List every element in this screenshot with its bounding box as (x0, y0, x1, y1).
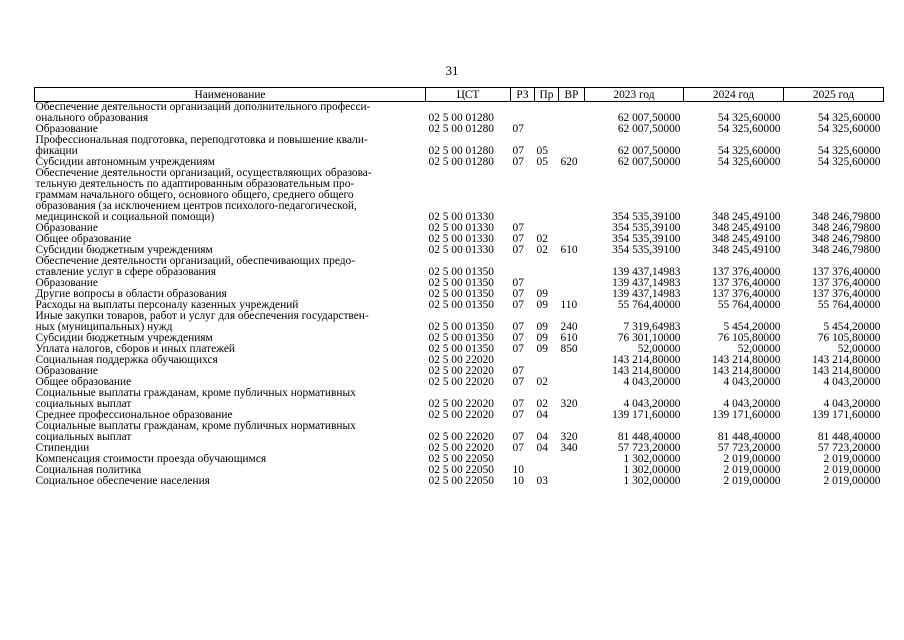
cell-name-line: онального образования (35, 112, 149, 124)
cell-vr (559, 355, 585, 366)
cell-2024: 143 214,80000 (712, 354, 781, 366)
cell-name-line: Обеспечение деятельности организаций, осуществляющих образова- (35, 167, 372, 179)
cell-name (35, 421, 426, 443)
cell-vr: 320 (560, 398, 578, 410)
cell-cst: 02 5 00 22050 (428, 464, 494, 476)
cell-name-line: Профессиональная подготовка, переподготовка и повышение квали- (35, 134, 368, 146)
cell-2023: 62 007,50000 (617, 123, 681, 135)
table-row (35, 388, 884, 410)
cell-2025: 143 214,80000 (812, 365, 881, 377)
cell-pr (535, 256, 559, 278)
cell-name-line: тельную деятельность по адаптированным образовательным про- (35, 178, 355, 190)
header-vr: ВР (559, 88, 585, 102)
cell-name (35, 388, 426, 410)
cell-pr: 09 (536, 321, 548, 333)
cell-2023: 354 535,39100 (612, 222, 681, 234)
cell-2023: 7 319,64983 (623, 321, 681, 333)
cell-2025: 76 105,80000 (817, 332, 881, 344)
cell-rz (511, 168, 535, 223)
cell-name-line: Среднее профессиональное образование (35, 409, 233, 421)
cell-2024: 55 764,40000 (717, 299, 781, 311)
cell-vr (559, 256, 585, 278)
cell-2024: 4 043,20000 (723, 376, 781, 388)
cell-2025: 348 246,79800 (812, 222, 881, 234)
cell-vr (559, 135, 585, 157)
cell-2024: 137 376,40000 (712, 288, 781, 300)
cell-2024: 54 325,60000 (717, 112, 781, 124)
cell-2025: 81 448,40000 (817, 431, 881, 443)
cell-rz: 07 (512, 442, 524, 454)
cell-pr (535, 124, 559, 135)
cell-rz: 07 (512, 332, 524, 344)
cell-rz: 10 (512, 464, 524, 476)
cell-rz: 07 (512, 222, 524, 234)
cell-vr (559, 223, 585, 234)
cell-vr: 320 (560, 431, 578, 443)
cell-2025: 348 246,79800 (812, 211, 881, 223)
cell-2025: 4 043,20000 (823, 376, 881, 388)
cell-2025: 348 246,79800 (812, 233, 881, 245)
table-row (35, 421, 884, 443)
cell-name-line: Субсидии бюджетным учреждениям (35, 332, 213, 344)
header-pr: Пр (535, 88, 559, 102)
cell-rz: 07 (512, 431, 524, 443)
cell-2024: 2 019,00000 (723, 453, 781, 465)
cell-name-line: Обеспечение деятельности организаций дополнительного професси- (35, 101, 371, 113)
cell-cst: 02 5 00 01350 (428, 332, 494, 344)
cell-pr: 09 (536, 299, 548, 311)
cell-vr: 240 (560, 321, 578, 333)
cell-2023: 139 437,14983 (612, 266, 681, 278)
cell-pr: 05 (536, 145, 548, 157)
cell-pr (535, 355, 559, 366)
cell-pr: 03 (536, 475, 548, 487)
cell-2024: 137 376,40000 (712, 277, 781, 289)
cell-cst: 02 5 00 22020 (428, 442, 494, 454)
cell-2023: 55 764,40000 (617, 299, 681, 311)
cell-name (35, 311, 426, 333)
cell-2023: 139 437,14983 (612, 288, 681, 300)
cell-name (35, 102, 426, 125)
cell-2023: 139 437,14983 (612, 277, 681, 289)
cell-2023: 143 214,80000 (612, 354, 681, 366)
cell-2025: 348 246,79800 (812, 244, 881, 256)
cell-2023: 4 043,20000 (623, 398, 681, 410)
cell-2023: 1 302,00000 (623, 453, 681, 465)
cell-pr: 04 (536, 431, 548, 443)
cell-cst: 02 5 00 22020 (428, 431, 494, 443)
cell-cst: 02 5 00 01330 (428, 211, 494, 223)
cell-cst: 02 5 00 22020 (428, 376, 494, 388)
cell-vr: 110 (560, 299, 578, 311)
cell-name (35, 256, 426, 278)
cell-2025: 137 376,40000 (812, 266, 881, 278)
cell-name-line: социальных выплат (35, 431, 132, 443)
cell-2023: 1 302,00000 (623, 464, 681, 476)
cell-cst: 02 5 00 22020 (428, 398, 494, 410)
cell-rz (511, 102, 535, 125)
cell-name-line: образования (за исключением центров психолого-педагогической, (35, 200, 357, 212)
cell-2024: 143 214,80000 (712, 365, 781, 377)
cell-2023: 1 302,00000 (623, 475, 681, 487)
cell-2024: 348 245,49100 (712, 244, 781, 256)
cell-pr: 04 (536, 409, 548, 421)
cell-2025: 5 454,20000 (823, 321, 881, 333)
cell-pr: 02 (536, 376, 548, 388)
cell-2025: 2 019,00000 (823, 464, 881, 476)
cell-2024: 4 043,20000 (723, 398, 781, 410)
cell-pr (535, 168, 559, 223)
cell-vr (559, 102, 585, 125)
cell-2024: 54 325,60000 (717, 156, 781, 168)
cell-pr: 04 (536, 442, 548, 454)
cell-2024: 348 245,49100 (712, 222, 781, 234)
cell-2023: 52,00000 (637, 343, 681, 355)
cell-pr: 09 (536, 332, 548, 344)
cell-name-line: Субсидии бюджетным учреждениям (35, 244, 213, 256)
cell-name-line: Образование (35, 277, 98, 289)
cell-cst: 02 5 00 01350 (428, 277, 494, 289)
cell-rz: 07 (512, 376, 524, 388)
cell-2025: 143 214,80000 (812, 354, 881, 366)
cell-2023: 354 535,39100 (612, 233, 681, 245)
header-cst: ЦСТ (426, 88, 511, 102)
table-row (35, 311, 884, 333)
cell-2025: 55 764,40000 (817, 299, 881, 311)
cell-rz: 07 (512, 277, 524, 289)
cell-rz: 07 (512, 123, 524, 135)
cell-rz: 10 (512, 475, 524, 487)
budget-table (34, 87, 884, 487)
cell-vr: 620 (560, 156, 578, 168)
cell-2023: 62 007,50000 (617, 156, 681, 168)
cell-2024: 52,00000 (737, 343, 781, 355)
cell-name-line: Социальные выплаты гражданам, кроме публичных нормативных (35, 420, 356, 432)
cell-cst: 02 5 00 01350 (428, 288, 494, 300)
cell-2024: 57 723,20000 (717, 442, 781, 454)
cell-name-line: Образование (35, 123, 98, 135)
cell-2025: 2 019,00000 (823, 475, 881, 487)
cell-pr (535, 454, 559, 465)
cell-name-line: Стипендии (35, 442, 90, 454)
cell-name-line: Компенсация стоимости проезда обучающимся (35, 453, 267, 465)
cell-cst: 02 5 00 01280 (428, 156, 494, 168)
cell-cst: 02 5 00 22050 (428, 475, 494, 487)
cell-vr: 850 (560, 343, 578, 355)
cell-name-line: Обеспечение деятельности организаций, обеспечивающих предо- (35, 255, 356, 267)
cell-vr: 340 (560, 442, 578, 454)
cell-rz: 07 (512, 244, 524, 256)
cell-rz: 07 (512, 299, 524, 311)
cell-vr (559, 168, 585, 223)
cell-pr: 09 (536, 343, 548, 355)
header-2023: 2023 год (585, 88, 684, 102)
page-number: 31 (445, 63, 459, 78)
table-row (35, 135, 884, 157)
table-row (35, 256, 884, 278)
cell-rz: 07 (512, 288, 524, 300)
table-row (35, 168, 884, 223)
cell-rz: 07 (512, 233, 524, 245)
cell-cst: 02 5 00 01330 (428, 244, 494, 256)
header-name: Наименование (35, 88, 426, 102)
cell-name-line: ных (муниципальных) нужд (35, 321, 173, 333)
cell-cst: 02 5 00 01350 (428, 299, 494, 311)
cell-name-line: Расходы на выплаты персоналу казенных учреждений (35, 299, 299, 311)
cell-2025: 54 325,60000 (817, 156, 881, 168)
cell-rz: 07 (512, 398, 524, 410)
table-row (35, 102, 884, 125)
cell-vr (559, 410, 585, 421)
cell-2024: 348 245,49100 (712, 211, 781, 223)
table-body (35, 102, 884, 488)
cell-2024: 139 171,60000 (712, 409, 781, 421)
cell-2025: 139 171,60000 (812, 409, 881, 421)
cell-vr (559, 366, 585, 377)
cell-pr: 02 (536, 398, 548, 410)
cell-vr (559, 454, 585, 465)
cell-2024: 348 245,49100 (712, 233, 781, 245)
header-2024: 2024 год (684, 88, 784, 102)
cell-cst: 02 5 00 22050 (428, 453, 494, 465)
table-header (35, 88, 884, 102)
cell-cst: 02 5 00 01350 (428, 266, 494, 278)
cell-2023: 143 214,80000 (612, 365, 681, 377)
cell-name (35, 168, 426, 223)
cell-cst: 02 5 00 01280 (428, 112, 494, 124)
cell-name-line: граммам начального общего, основного общего, среднего общего (35, 189, 354, 201)
cell-2025: 54 325,60000 (817, 112, 881, 124)
cell-pr: 02 (536, 233, 548, 245)
cell-name-line: Иные закупки товаров, работ и услуг для обеспечения государствен- (35, 310, 369, 322)
cell-name-line: социальных выплат (35, 398, 132, 410)
header-rz: РЗ (511, 88, 535, 102)
cell-2025: 57 723,20000 (817, 442, 881, 454)
cell-2024: 54 325,60000 (717, 145, 781, 157)
cell-2023: 354 535,39100 (612, 244, 681, 256)
cell-2025: 52,00000 (837, 343, 881, 355)
cell-cst: 02 5 00 01280 (428, 145, 494, 157)
cell-rz: 07 (512, 321, 524, 333)
cell-2024: 54 325,60000 (717, 123, 781, 135)
cell-name (35, 135, 426, 157)
cell-vr (559, 465, 585, 476)
cell-2025: 137 376,40000 (812, 277, 881, 289)
cell-name-line: Общее образование (35, 376, 132, 388)
cell-2023: 354 535,39100 (612, 211, 681, 223)
cell-2023: 62 007,50000 (617, 112, 681, 124)
cell-name-line: Социальное обеспечение населения (35, 475, 210, 487)
cell-cst: 02 5 00 01330 (428, 222, 494, 234)
cell-2025: 2 019,00000 (823, 453, 881, 465)
cell-name-line: Уплата налогов, сборов и иных платежей (35, 343, 235, 355)
cell-cst: 02 5 00 22020 (428, 409, 494, 421)
cell-name-line: ставление услуг в сфере образования (35, 266, 216, 278)
cell-name-line: Другие вопросы в области образования (35, 288, 227, 300)
cell-2025: 54 325,60000 (817, 145, 881, 157)
cell-vr (559, 377, 585, 388)
cell-2024: 81 448,40000 (717, 431, 781, 443)
cell-cst: 02 5 00 01350 (428, 343, 494, 355)
cell-name (35, 476, 426, 487)
cell-2024: 76 105,80000 (717, 332, 781, 344)
cell-2024: 2 019,00000 (723, 475, 781, 487)
cell-rz: 07 (512, 343, 524, 355)
table-row (35, 476, 884, 487)
cell-rz: 07 (512, 365, 524, 377)
cell-pr: 09 (536, 288, 548, 300)
header-row (35, 88, 884, 102)
cell-name-line: Образование (35, 365, 98, 377)
cell-name-line: фикации (35, 145, 78, 157)
cell-2023: 76 301,10000 (617, 332, 681, 344)
cell-pr: 05 (536, 156, 548, 168)
cell-name-line: Социальная поддержка обучающихся (35, 354, 218, 366)
cell-2023: 62 007,50000 (617, 145, 681, 157)
cell-name-line: медицинской и социальной помощи) (35, 211, 215, 223)
cell-2023: 57 723,20000 (617, 442, 681, 454)
cell-rz: 07 (512, 156, 524, 168)
cell-cst: 02 5 00 01280 (428, 123, 494, 135)
cell-cst: 02 5 00 22020 (428, 354, 494, 366)
cell-2024: 137 376,40000 (712, 266, 781, 278)
cell-2023: 139 171,60000 (612, 409, 681, 421)
cell-vr: 610 (560, 244, 578, 256)
cell-name-line: Общее образование (35, 233, 132, 245)
cell-2025: 137 376,40000 (812, 288, 881, 300)
cell-vr (559, 278, 585, 289)
cell-name-line: Социальные выплаты гражданам, кроме публичных нормативных (35, 387, 356, 399)
cell-2023: 4 043,20000 (623, 376, 681, 388)
cell-vr: 610 (560, 332, 578, 344)
cell-vr (559, 124, 585, 135)
cell-2025: 54 325,60000 (817, 123, 881, 135)
cell-2024: 2 019,00000 (723, 464, 781, 476)
cell-2023: 81 448,40000 (617, 431, 681, 443)
cell-name-line: Социальная политика (35, 464, 142, 476)
cell-name-line: Субсидии автономным учреждениям (35, 156, 215, 168)
cell-cst: 02 5 00 01350 (428, 321, 494, 333)
cell-rz: 07 (512, 409, 524, 421)
cell-rz: 07 (512, 145, 524, 157)
cell-2025: 4 043,20000 (823, 398, 881, 410)
cell-rz (511, 256, 535, 278)
cell-name-line: Образование (35, 222, 98, 234)
cell-cst: 02 5 00 22020 (428, 365, 494, 377)
cell-pr: 02 (536, 244, 548, 256)
header-2025: 2025 год (784, 88, 884, 102)
cell-cst: 02 5 00 01330 (428, 233, 494, 245)
cell-vr (559, 476, 585, 487)
cell-2024: 5 454,20000 (723, 321, 781, 333)
cell-pr (535, 102, 559, 125)
